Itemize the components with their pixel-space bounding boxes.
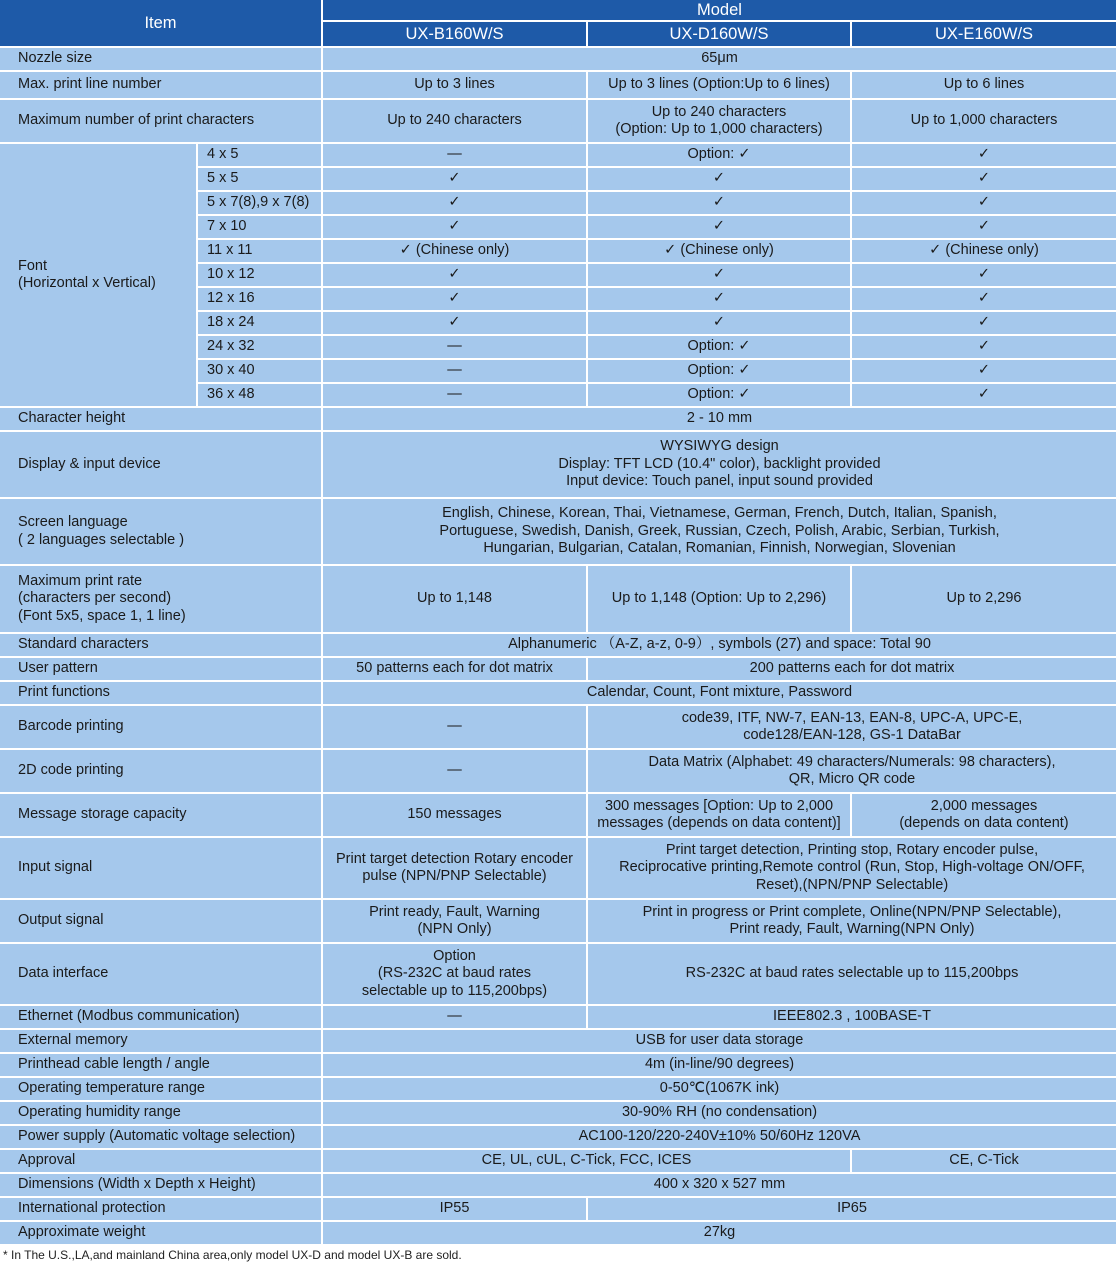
cell (588, 838, 1116, 900)
cell: 0-50℃(1067K ink) (323, 1078, 1116, 1102)
check-icon: ✓ (738, 146, 751, 163)
line: (RS-232C at baud rates (377, 965, 532, 982)
footnote: * In The U.S.,LA,and mainland China area,only model UX-D and model UX-B are sold. (3, 1248, 462, 1262)
option-text: Option: (687, 338, 739, 355)
check-icon: ✓ (588, 312, 852, 336)
cell (323, 499, 1116, 566)
cell (852, 794, 1116, 838)
check-icon: ✓ (852, 360, 1116, 384)
row-barcode (0, 706, 1116, 750)
model-header: Model (323, 0, 1116, 22)
chinese-text: (Chinese only) (411, 242, 510, 259)
check-icon: ✓ (588, 168, 852, 192)
font-size: 4 x 5 (198, 144, 323, 168)
line: (Horizontal x Vertical) (18, 275, 156, 291)
row-print-rate (0, 566, 1116, 634)
row-dimensions (0, 1174, 1116, 1198)
row-external-memory (0, 1030, 1116, 1054)
check-icon: ✓ (738, 362, 751, 379)
font-size: 7 x 10 (198, 216, 323, 240)
row-max-chars (0, 100, 1116, 144)
dash-mark: — (323, 360, 588, 384)
cell: USB for user data storage (323, 1030, 1116, 1054)
row-label: Input signal (0, 838, 323, 900)
row-label: Print functions (0, 682, 323, 706)
line: (NPN Only) (417, 921, 492, 937)
line: WYSIWYG design (660, 438, 779, 455)
row-print-functions (0, 682, 1116, 706)
line: Hungarian, Bulgarian, Catalan, Romanian, Finnish, Norwegian, Slovenian (483, 540, 956, 557)
cell (588, 706, 1116, 750)
row-2d-code (0, 750, 1116, 794)
cell (588, 794, 852, 838)
option-text: Option: (687, 362, 739, 379)
row-label: Printhead cable length / angle (0, 1054, 323, 1078)
check-icon: ✓ (664, 242, 677, 259)
check-icon: ✓ (852, 384, 1116, 408)
cell (323, 838, 588, 900)
dash-mark: — (323, 750, 588, 794)
check-icon: ✓ (738, 338, 751, 355)
row-ethernet (0, 1006, 1116, 1030)
row-label: Output signal (0, 900, 323, 944)
cell: CE, C-Tick (852, 1150, 1116, 1174)
row-label: Display & input device (0, 432, 323, 499)
row-label: User pattern (0, 658, 323, 682)
font-size: 5 x 5 (198, 168, 323, 192)
option-check (588, 144, 852, 168)
font-label (0, 144, 198, 408)
check-icon: ✓ (852, 288, 1116, 312)
cell: 4m (in-line/90 degrees) (323, 1054, 1116, 1078)
option-check (588, 360, 852, 384)
cell: Up to 1,148 (323, 566, 588, 634)
row-user-pattern (0, 658, 1116, 682)
row-label: Message storage capacity (0, 794, 323, 838)
line: Display: TFT LCD (10.4" color), backlight provided (558, 455, 881, 472)
line: (depends on data content) (899, 815, 1069, 831)
row-label: Dimensions (Width x Depth x Height) (0, 1174, 323, 1198)
cell: Up to 3 lines (323, 72, 588, 100)
row-display (0, 432, 1116, 499)
check-icon: ✓ (323, 192, 588, 216)
row-label: Power supply (Automatic voltage selection) (0, 1126, 323, 1150)
check-icon: ✓ (852, 312, 1116, 336)
dash-mark: — (323, 706, 588, 750)
cell: CE, UL, cUL, C-Tick, FCC, ICES (323, 1150, 852, 1174)
line: Reset),(NPN/PNP Selectable) (755, 876, 949, 893)
line: Maximum print rate (18, 572, 143, 589)
line: Option (433, 947, 476, 964)
row-approval (0, 1150, 1116, 1174)
row-label: Max. print line number (0, 72, 323, 100)
check-icon: ✓ (323, 216, 588, 240)
check-icon: ✓ (852, 144, 1116, 168)
chinese-check (588, 240, 852, 264)
row-intl-protection (0, 1198, 1116, 1222)
line: selectable up to 115,200bps) (361, 982, 548, 999)
font-size: 5 x 7(8),9 x 7(8) (198, 192, 323, 216)
row-cable (0, 1054, 1116, 1078)
line: Print ready, Fault, Warning (369, 903, 540, 920)
row-label: 2D code printing (0, 750, 323, 794)
font-size: 36 x 48 (198, 384, 323, 408)
line: messages (depends on data content)] (597, 815, 841, 831)
font-size: 30 x 40 (198, 360, 323, 384)
line: Print target detection Rotary encoder (336, 850, 573, 867)
row-label: Maximum number of print characters (0, 100, 323, 144)
row-op-humidity (0, 1102, 1116, 1126)
row-label: Nozzle size (0, 48, 323, 72)
line: 300 messages [Option: Up to 2,000 (604, 797, 834, 814)
cell: AC100-120/220-240V±10% 50/60Hz 120VA (323, 1126, 1116, 1150)
line: Up to 240 characters (651, 103, 787, 120)
header-row (0, 0, 1116, 22)
check-icon: ✓ (929, 242, 942, 259)
row-char-height (0, 408, 1116, 432)
cell: 65μm (323, 48, 1116, 72)
row-label: External memory (0, 1030, 323, 1054)
cell: 30-90% RH (no condensation) (323, 1102, 1116, 1126)
row-power (0, 1126, 1116, 1150)
cell: 150 messages (323, 794, 588, 838)
row-data-interface (0, 944, 1116, 1006)
row-label (0, 499, 323, 566)
check-icon: ✓ (588, 216, 852, 240)
check-icon: ✓ (323, 312, 588, 336)
font-size: 10 x 12 (198, 264, 323, 288)
line: Font (18, 257, 48, 274)
line: ( 2 languages selectable ) (18, 531, 185, 548)
check-icon: ✓ (323, 168, 588, 192)
row-op-temp (0, 1078, 1116, 1102)
line: (Font 5x5, space 1, 1 line) (18, 607, 186, 624)
cell (323, 900, 588, 944)
chinese-check (323, 240, 588, 264)
check-icon: ✓ (588, 288, 852, 312)
cell: 50 patterns each for dot matrix (323, 658, 588, 682)
line: (Option: Up to 1,000 characters) (615, 121, 823, 137)
row-label: Character height (0, 408, 323, 432)
chinese-text: (Chinese only) (941, 242, 1039, 259)
cell: IEEE802.3 , 100BASE-T (588, 1006, 1116, 1030)
cell (588, 100, 852, 144)
line: 2,000 messages (930, 797, 1038, 814)
option-text: Option: (687, 146, 739, 163)
cell: RS-232C at baud rates selectable up to 115,200bps (588, 944, 1116, 1006)
check-icon: ✓ (323, 288, 588, 312)
line: Print in progress or Print complete, Online(NPN/PNP Selectable), (642, 903, 1062, 920)
check-icon: ✓ (852, 336, 1116, 360)
cell: Up to 6 lines (852, 72, 1116, 100)
row-max-lines (0, 72, 1116, 100)
cell: 2 - 10 mm (323, 408, 1116, 432)
cell: 200 patterns each for dot matrix (588, 658, 1116, 682)
font-size: 24 x 32 (198, 336, 323, 360)
check-icon: ✓ (738, 386, 751, 403)
cell (588, 750, 1116, 794)
option-check (588, 336, 852, 360)
cell (323, 944, 588, 1006)
chinese-check (852, 240, 1116, 264)
check-icon: ✓ (588, 264, 852, 288)
line: QR, Micro QR code (788, 771, 916, 787)
row-label: Ethernet (Modbus communication) (0, 1006, 323, 1030)
check-icon: ✓ (323, 264, 588, 288)
check-icon: ✓ (852, 192, 1116, 216)
check-icon: ✓ (399, 242, 412, 259)
row-label: Approximate weight (0, 1222, 323, 1246)
font-size: 18 x 24 (198, 312, 323, 336)
cell: Alphanumeric （A-Z, a-z, 0-9）, symbols (27) and space: Total 90 (323, 634, 1116, 658)
dash-mark: — (323, 384, 588, 408)
item-header: Item (0, 0, 323, 48)
cell: Up to 3 lines (Option:Up to 6 lines) (588, 72, 852, 100)
font-size: 12 x 16 (198, 288, 323, 312)
cell: Calendar, Count, Font mixture, Password (323, 682, 1116, 706)
row-storage (0, 794, 1116, 838)
row-label: Operating temperature range (0, 1078, 323, 1102)
row-label: Data interface (0, 944, 323, 1006)
check-icon: ✓ (852, 168, 1116, 192)
font-size: 11 x 11 (198, 240, 323, 264)
row-input-signal (0, 838, 1116, 900)
row-screen-language (0, 499, 1116, 566)
row-label: Standard characters (0, 634, 323, 658)
line: pulse (NPN/PNP Selectable) (362, 868, 547, 884)
row-label: Approval (0, 1150, 323, 1174)
line: Print ready, Fault, Warning(NPN Only) (729, 921, 975, 937)
cell: 27kg (323, 1222, 1116, 1246)
row-weight (0, 1222, 1116, 1246)
dash-mark: — (323, 144, 588, 168)
row-output-signal (0, 900, 1116, 944)
row-nozzle (0, 48, 1116, 72)
cell: Up to 1,000 characters (852, 100, 1116, 144)
line: Print target detection, Printing stop, Rotary encoder pulse, (665, 841, 1039, 858)
cell: IP55 (323, 1198, 588, 1222)
option-check (588, 384, 852, 408)
cell: Up to 2,296 (852, 566, 1116, 634)
row-label: Operating humidity range (0, 1102, 323, 1126)
check-icon: ✓ (588, 192, 852, 216)
line: English, Chinese, Korean, Thai, Vietnamese, German, French, Dutch, Italian, Spanish, (442, 505, 997, 522)
cell: Up to 1,148 (Option: Up to 2,296) (588, 566, 852, 634)
line: Screen language (18, 514, 128, 530)
check-icon: ✓ (852, 264, 1116, 288)
line: Input device: Touch panel, input sound provided (566, 473, 873, 490)
cell: Up to 240 characters (323, 100, 588, 144)
dash-mark: — (323, 336, 588, 360)
line: code128/EAN-128, GS-1 DataBar (743, 727, 961, 743)
check-icon: ✓ (852, 216, 1116, 240)
line: code39, ITF, NW-7, EAN-13, EAN-8, UPC-A, UPC-E, (681, 709, 1023, 726)
model-ux-d: UX-D160W/S (588, 22, 852, 48)
line: Reciprocative printing,Remote control (Run, Stop, High-voltage ON/OFF, (619, 859, 1085, 876)
row-std-chars (0, 634, 1116, 658)
cell: IP65 (588, 1198, 1116, 1222)
dash-mark: — (323, 1006, 588, 1030)
row-font-4x5 (0, 144, 1116, 168)
row-label: Barcode printing (0, 706, 323, 750)
cell (323, 432, 1116, 499)
row-label (0, 566, 323, 634)
line: Data Matrix (Alphabet: 49 characters/Numerals: 98 characters), (648, 753, 1056, 770)
cell: 400 x 320 x 527 mm (323, 1174, 1116, 1198)
chinese-text: (Chinese only) (676, 242, 774, 259)
cell (588, 900, 1116, 944)
row-label: International protection (0, 1198, 323, 1222)
option-text: Option: (687, 386, 739, 403)
line: (characters per second) (18, 590, 172, 607)
line: Portuguese, Swedish, Danish, Greek, Russian, Czech, Polish, Arabic, Serbian, Turkish, (439, 522, 1000, 539)
model-ux-b: UX-B160W/S (323, 22, 588, 48)
model-ux-e: UX-E160W/S (852, 22, 1116, 48)
